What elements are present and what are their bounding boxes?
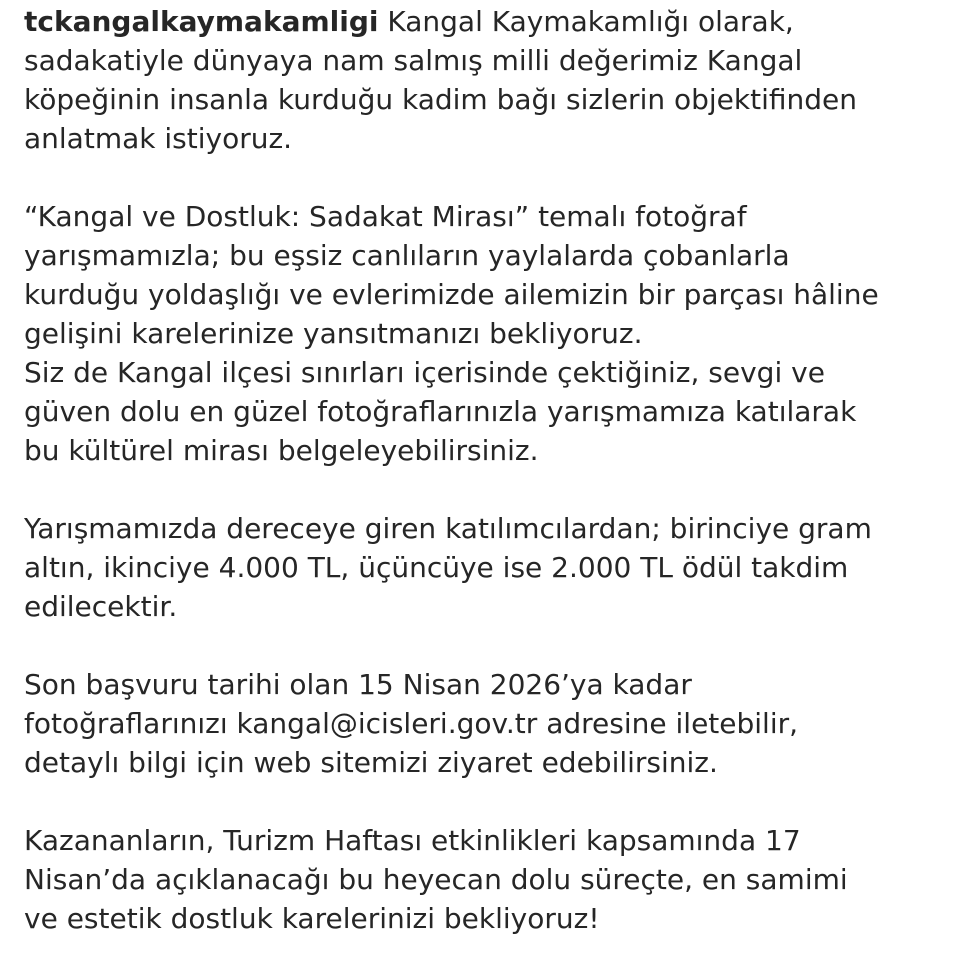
caption-line <box>24 2 945 41</box>
caption-line: sadakatiyle dünyaya nam salmış milli değerimiz Kangal <box>24 44 803 77</box>
caption-line: Nisan’da açıklanacağı bu heyecan dolu süreçte, en samimi <box>24 863 848 896</box>
caption-line: altın, ikinciye 4.000 TL, üçüncüye ise 2.000 TL ödül takdim <box>24 551 849 584</box>
paragraph-spacer <box>24 158 945 197</box>
paragraph-spacer <box>24 470 945 509</box>
caption-line <box>24 704 945 743</box>
caption-line: ve estetik dostluk karelerinizi bekliyoruz! <box>24 902 600 935</box>
caption-line: edilecektir. <box>24 590 178 623</box>
paragraph-spacer <box>24 782 945 821</box>
caption-line: Yarışmamızda dereceye giren katılımcılardan; birinciye gram <box>24 512 872 545</box>
caption-line: yarışmamızla; bu eşsiz canlıların yaylalarda çobanlarla <box>24 239 790 272</box>
caption-text: fotoğraflarınızı <box>24 707 237 740</box>
caption-text: Kangal Kaymakamlığı olarak, <box>378 5 794 38</box>
caption-line: köpeğinin insanla kurduğu kadim bağı sizlerin objektifinden <box>24 83 857 116</box>
caption-line: gelişini karelerinize yansıtmanızı bekliyoruz. <box>24 317 643 350</box>
caption-line: güven dolu en güzel fotoğraflarınızla yarışmamıza katılarak <box>24 395 857 428</box>
caption-line: Kazananların, Turizm Haftası etkinlikleri kapsamında 17 <box>24 824 801 857</box>
caption-line: bu kültürel mirası belgeleyebilirsiniz. <box>24 434 539 467</box>
caption-text: adresine iletebilir, <box>537 707 799 740</box>
caption-line: Son başvuru tarihi olan 15 Nisan 2026’ya kadar <box>24 668 692 701</box>
caption-line: kurduğu yoldaşlığı ve evlerimizde ailemizin bir parçası hâline <box>24 278 879 311</box>
username-link[interactable]: tckangalkaymakamligi <box>24 5 379 38</box>
caption-line: anlatmak istiyoruz. <box>24 122 293 155</box>
email-address: kangal@icisleri.gov.tr <box>236 707 538 740</box>
caption-line: “Kangal ve Dostluk: Sadakat Mirası” temalı fotoğraf <box>24 200 747 233</box>
paragraph-spacer <box>24 626 945 665</box>
caption-line: detaylı bilgi için web sitemizi ziyaret edebilirsiniz. <box>24 746 718 779</box>
caption-line: Siz de Kangal ilçesi sınırları içerisinde çektiğiniz, sevgi ve <box>24 356 825 389</box>
